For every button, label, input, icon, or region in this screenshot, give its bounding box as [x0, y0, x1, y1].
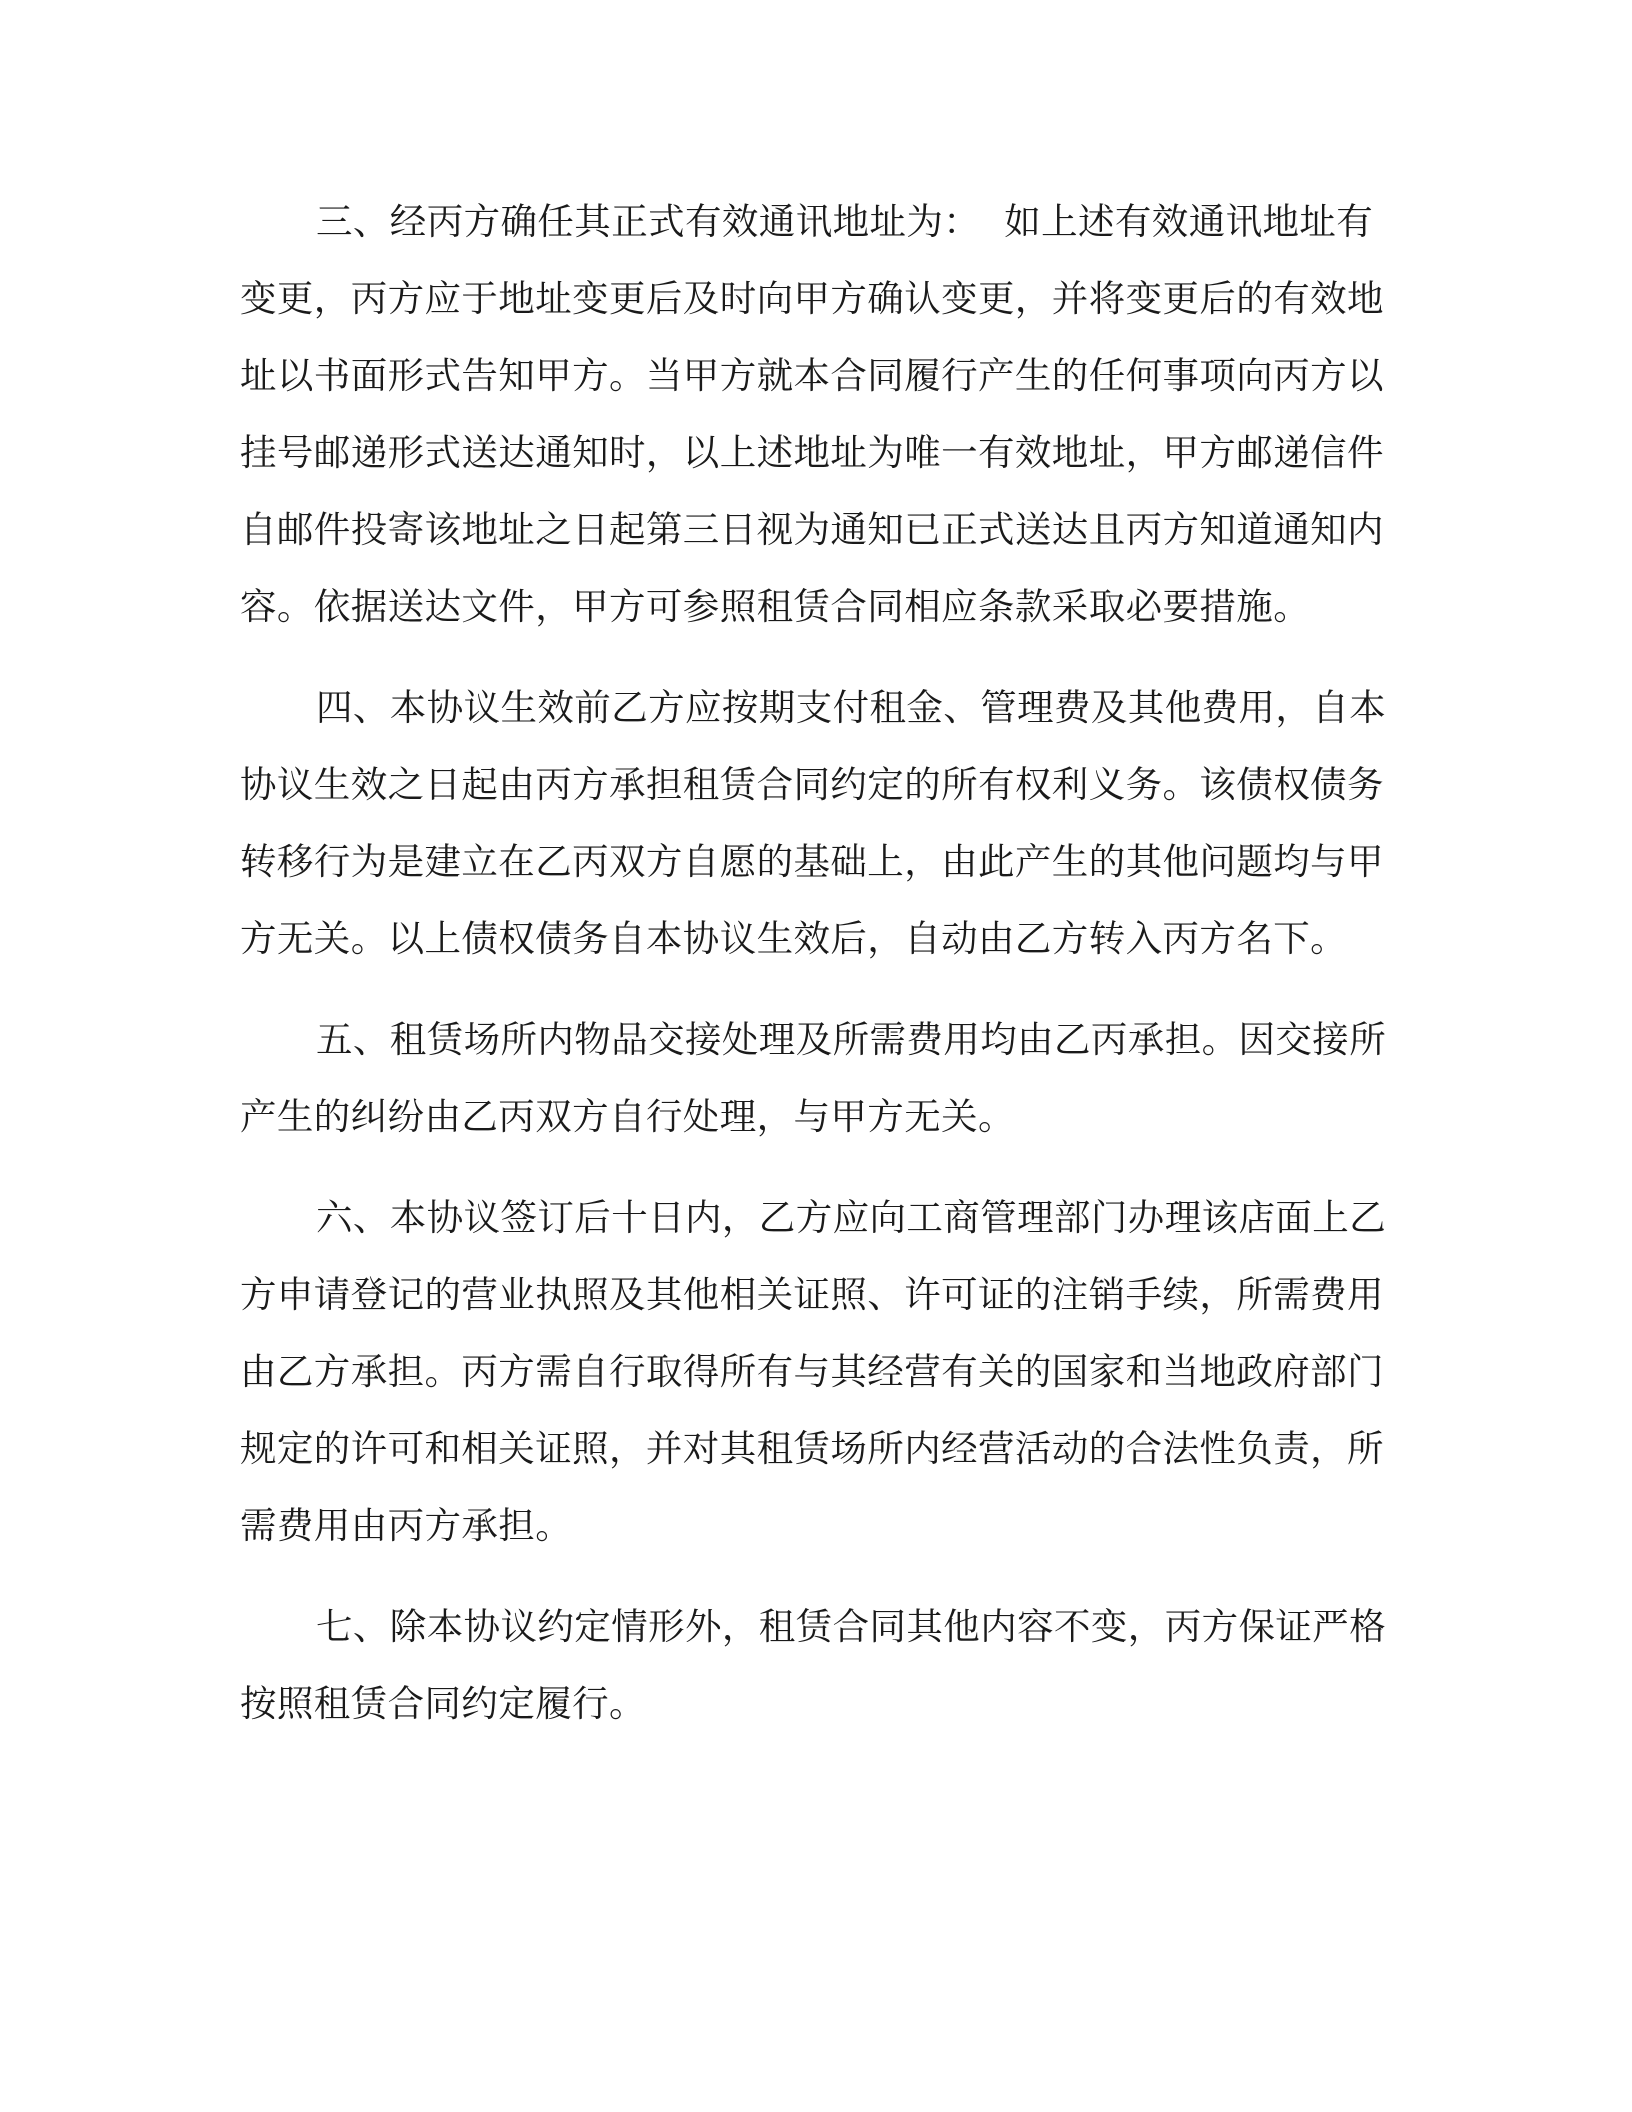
clause-6-line-3: 费用由乙方承担。丙方需自行取得所有与其经营有关的国家和当地政 [240, 1273, 1384, 1393]
clause-3-paragraph [240, 183, 1400, 645]
clause-3-line-5: 递信件自邮件投寄该地址之日起第三日视为通知已正式送达且丙方知 [240, 431, 1384, 551]
clause-4-line-4: 均与甲方无关。以上债权债务自本协议生效后，自动由乙方转入丙方 [240, 840, 1384, 960]
clause-7-paragraph [240, 1588, 1400, 1742]
clause-3-line-3: 地址以书面形式告知甲方。当甲方就本合同履行产生的任何事项向丙 [240, 277, 1384, 397]
clause-5-line-1: 五、租赁场所内物品交接处理及所需费用均由乙丙承担。因交接 [316, 1018, 1350, 1061]
clause-6-paragraph [240, 1179, 1400, 1564]
clause-6-line-5: 负责，所需费用由丙方承担。 [240, 1427, 1384, 1547]
clause-4-line-1: 四、本协议生效前乙方应按期支付租金、管理费及其他费用，自 [316, 686, 1350, 729]
clause-3-line-6: 道通知内容。依据送达文件，甲方可参照租赁合同相应条款采取必要 [240, 508, 1384, 628]
document-body [240, 183, 1400, 1742]
clause-7-line-1: 七、除本协议约定情形外，租赁合同其他内容不变，丙方保证严 [316, 1605, 1350, 1648]
clause-5-paragraph [240, 1001, 1400, 1155]
clause-4-line-3: 债务转移行为是建立在乙丙双方自愿的基础上，由此产生的其他问题 [240, 763, 1384, 883]
clause-4-paragraph [240, 669, 1400, 977]
clause-6-line-4: 府部门规定的许可和相关证照，并对其租赁场所内经营活动的合法性 [240, 1350, 1384, 1470]
clause-3-line-7: 措施。 [1199, 585, 1311, 628]
clause-3-line-2: 变更，丙方应于地址变更后及时向甲方确认变更，并将变更后的有效 [240, 277, 1347, 320]
clause-7-line-2: 格按照租赁合同约定履行。 [240, 1605, 1387, 1725]
clause-3-line-4: 方以挂号邮递形式送达通知时，以上述地址为唯一有效地址，甲方邮 [240, 354, 1384, 474]
clause-6-line-2: 乙方申请登记的营业执照及其他相关证照、许可证的注销手续，所需 [240, 1196, 1387, 1316]
clause-4-line-2: 本协议生效之日起由丙方承担租赁合同约定的所有权利义务。该债权 [240, 686, 1387, 806]
clause-4-line-5: 名下。 [1236, 917, 1348, 960]
clause-6-line-1: 六、本协议签订后十日内，乙方应向工商管理部门办理该店面上 [316, 1196, 1350, 1239]
clause-5-line-2: 所产生的纠纷由乙丙双方自行处理，与甲方无关。 [240, 1018, 1387, 1138]
clause-3-line-1: 三、经丙方确任其正式有效通讯地址为： 如上述有效通讯地址有 [316, 200, 1374, 243]
